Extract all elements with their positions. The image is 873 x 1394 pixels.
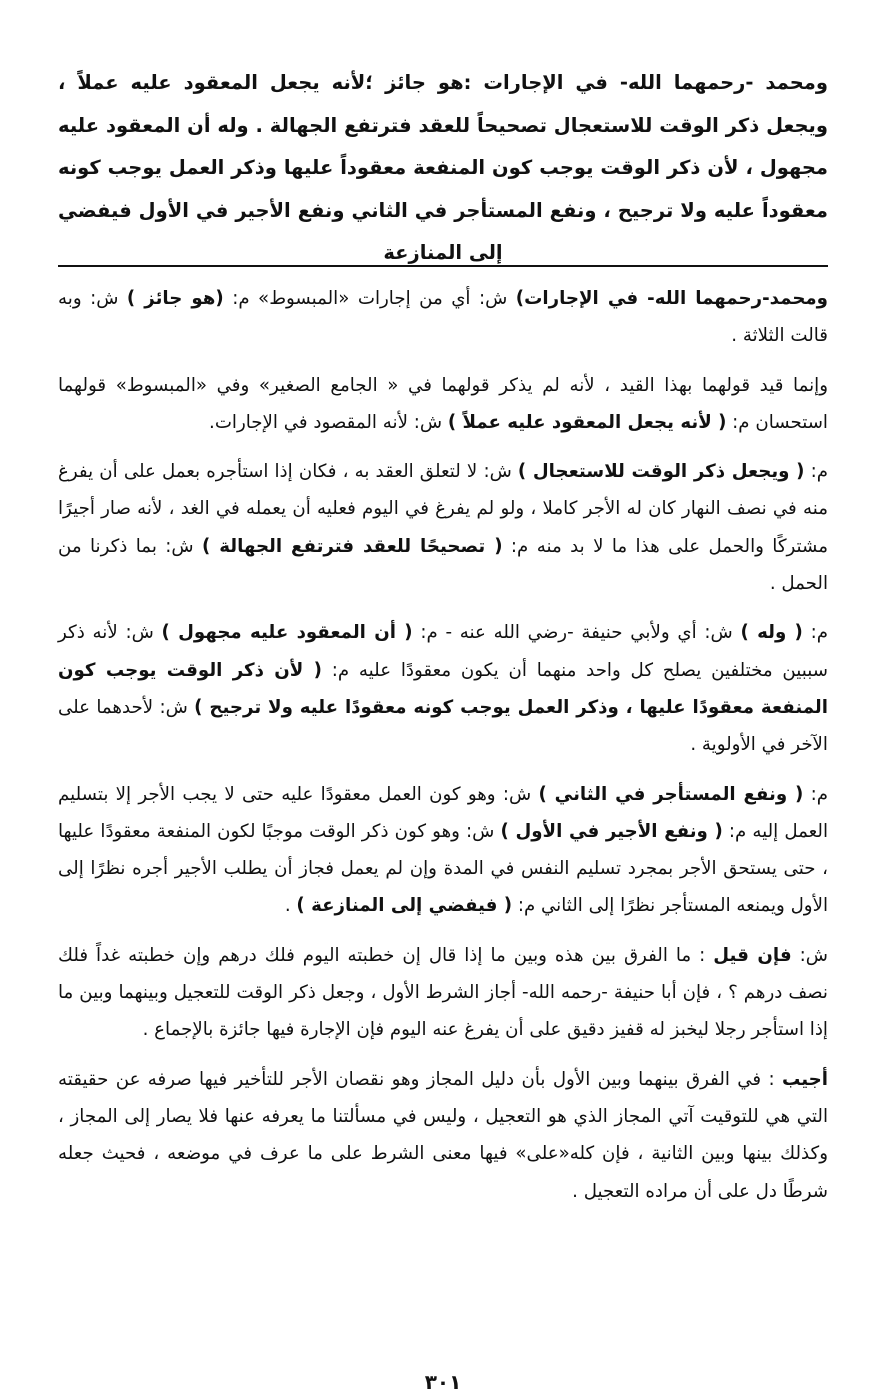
bold-quoted-text-segment: ( تصحيحًا للعقد فترتفع الجهالة ) xyxy=(202,535,503,557)
bold-quoted-text-segment: ( أن المعقود عليه مجهول ) xyxy=(161,622,413,644)
footnote-separator-line xyxy=(58,265,828,267)
main-text: ومحمد -رحمهما الله- في الإجارات :هو جائز ؛لأنه يجعل المعقود عليه عملاً ، ويجعل ذكر الوقت للاستعجال تصحيحاً للعقد فترتفع الجهالة . وله أن المعقود عليه مجهول ، لأن ذكر الوقت يوجب كون المنفعة معقوداً عليها وذكر العمل يوجب كونه معقوداً عليه ولا ترجيح ، ونفع المستأجر في الثاني ونفع الأجير في الأول فيفضي إلى المنازعة xyxy=(58,71,828,264)
commentary-paragraph-1 xyxy=(58,280,828,355)
bold-quoted-text-segment: ( لأنه يجعل المعقود عليه عملاً ) xyxy=(447,411,727,433)
commentary-paragraph-2 xyxy=(58,367,828,442)
commentary-text-segment: . xyxy=(284,895,297,917)
commentary-text-segment: ش: أي ولأبي حنيفة -رضي الله عنه - م: xyxy=(412,622,741,644)
commentary-section xyxy=(58,280,828,1222)
commentary-text-segment: وإنما قيد قولهما بهذا القيد ، لأنه لم يذكر قولهما في « الجامع الصغير» وفي «المبسوط» قولهما استحسان م: xyxy=(58,374,828,433)
bold-quoted-text-segment: أجيب xyxy=(781,1068,828,1090)
page-number: ٣٠١ xyxy=(424,1370,462,1394)
commentary-text-segment: م: xyxy=(804,461,829,483)
bold-quoted-text-segment: ( وله ) xyxy=(740,622,803,644)
commentary-text-segment: ش: لا لتعلق العقد به ، فكان إذا استأجره بعمل على أن يفرغ منه في نصف النهار كان له الأجر كاملا ، ولو لم يفرغ في اليوم فعليه أن يعمله في الغد ، لأنه صار أجيرًا مشتركًا والحمل على هذا ما لا بد منه م: xyxy=(58,461,828,557)
bold-quoted-text-segment: ( فيفضي إلى المنازعة ) xyxy=(296,895,513,917)
commentary-text-segment: : في الفرق بينهما وبين الأول بأن دليل المجاز وهو نقصان الأجر للتأخير فيها صرفه عن حقيقته التي هي للتوقيت آتي المجاز الذي هو التعجيل ، وليس في مسألتنا ما يعرفه عنها فلا يصار إلى المجاز ، وكذلك بينها وبين الثانية ، فإن كله«على» فيها معنى الشرط على ما عرف في موضعه ، فحيث جعله شرطًا دل على أن مراده التعجيل . xyxy=(58,1068,828,1202)
commentary-text-segment: ش: وهو كون العمل معقودًا عليه حتى لا يجب الأجر إلا بتسليم العمل إليه م: xyxy=(58,783,828,842)
commentary-paragraph-4 xyxy=(58,614,828,763)
bold-quoted-text-segment: ( ويجعل ذكر الوقت للاستعجال ) xyxy=(517,461,805,483)
commentary-text-segment: ش: لأنه المقصود في الإجارات. xyxy=(209,411,448,433)
bold-quoted-text-segment: (هو جائز ) xyxy=(126,288,224,309)
commentary-paragraph-7 xyxy=(58,1061,828,1210)
commentary-text-segment: : ما الفرق بين هذه وبين ما إذا قال إن خطبته اليوم فلك درهم وإن خطبته غداً فلك نصف درهم ؟ ، فإن أبا حنيفة -رحمه الله- أجاز الشرط الأول ، وجعل ذكر الوقت للتعجيل وبينهما وبين ما إذا استأجر رجلا ليخبز له قفيز دقيق على أن يفرغ عنه اليوم فإن الإجارة فيها جائزة بالإجماع . xyxy=(58,944,828,1041)
commentary-paragraph-3 xyxy=(58,453,828,602)
commentary-paragraph-6 xyxy=(58,937,828,1049)
bold-quoted-text-segment: فإن قيل xyxy=(713,944,792,966)
commentary-text-segment: ش: أي من إجارات «المبسوط» م: xyxy=(223,288,516,309)
bold-quoted-text-segment: ( لأن ذكر الوقت يوجب كون المنفعة معقودًا عليها ، وذكر العمل يوجب كونه معقودًا عليه ولا ترجيح ) xyxy=(58,659,828,718)
commentary-text-segment: م: xyxy=(803,783,828,805)
commentary-text-segment: ش: بما ذكرنا من الحمل . xyxy=(58,535,828,595)
commentary-text-segment: ش: وهو كون ذكر الوقت موجبًا لكون المنفعة معقودًا عليها ، حتى يستحق الأجر بمجرد تسليم النفس في المدة وإن لم يعمل فجاز أن يطلب الأجير أجره نظرًا إلى الأول ويمنعه المستأجر نظرًا إلى الثاني م: xyxy=(58,820,828,917)
commentary-text-segment: ش: لأحدهما على الآخر في الأولوية . xyxy=(58,696,828,756)
commentary-text-segment: م: xyxy=(802,622,829,644)
commentary-text-segment: ش: لأنه ذكر سببين مختلفين يصلح كل واحد منهما أن يكون معقودًا عليه م: xyxy=(58,622,828,681)
bold-quoted-text-segment: ( ونفع الأجير في الأول ) xyxy=(500,820,723,842)
commentary-text-segment: ش: وبه قالت الثلاثة . xyxy=(58,288,828,347)
commentary-paragraph-5 xyxy=(58,776,828,925)
commentary-text-segment: ش: xyxy=(791,944,828,966)
bold-quoted-text-segment: ( ونفع المستأجر في الثاني ) xyxy=(538,783,804,805)
bold-quoted-text-segment: ومحمد-رحمهما الله- في الإجارات) xyxy=(515,288,828,309)
book-page xyxy=(58,62,829,1394)
